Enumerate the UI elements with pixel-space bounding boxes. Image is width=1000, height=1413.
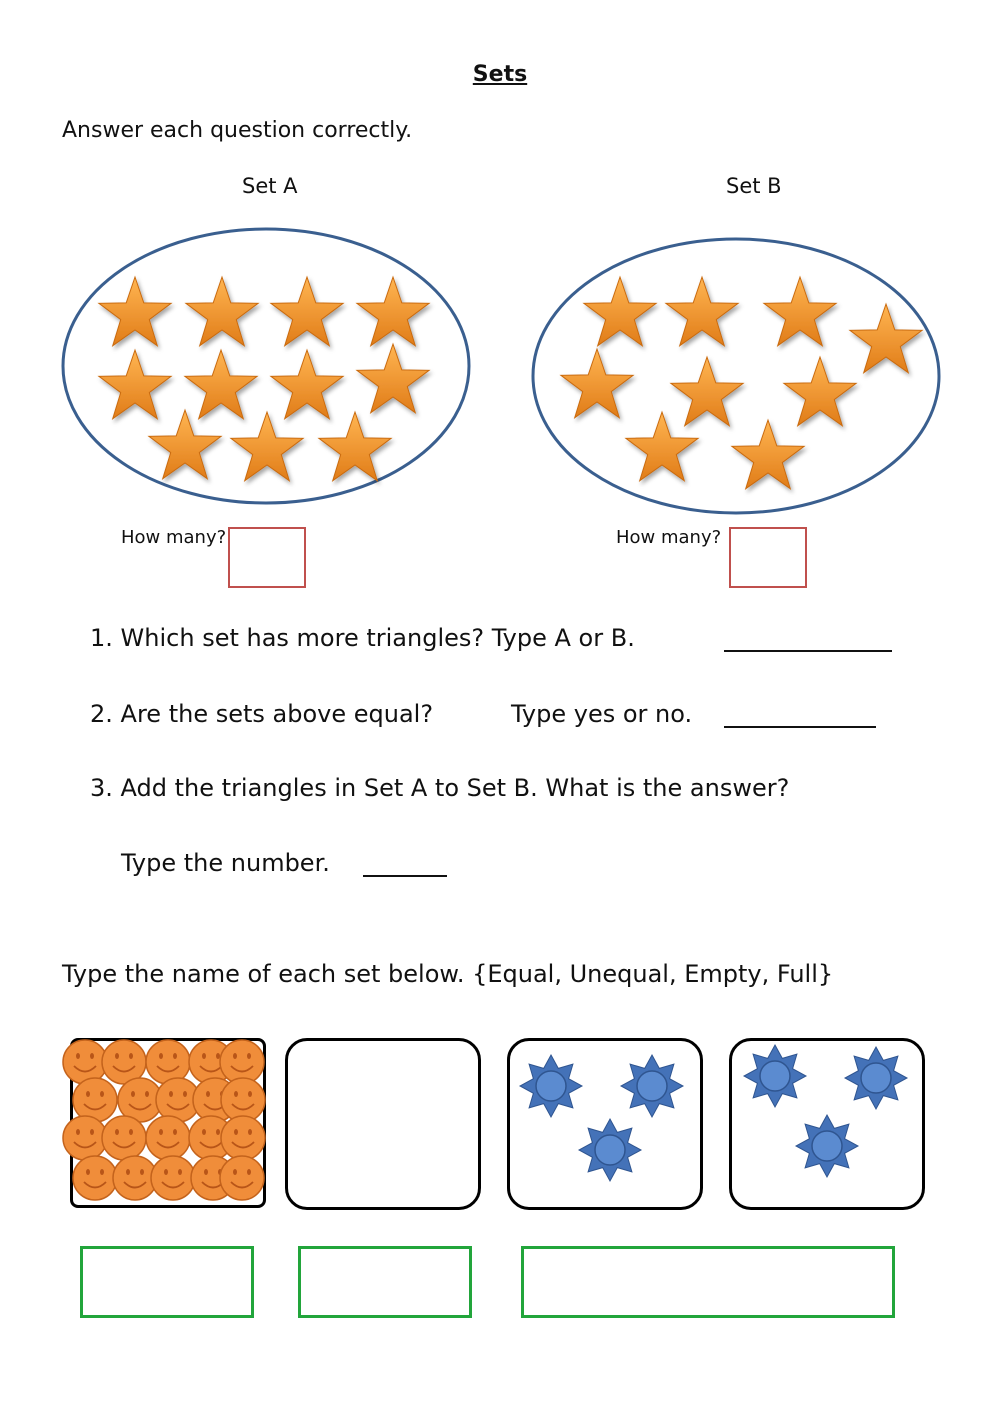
question-1-number: 1. [90,624,113,652]
question-3-answer-blank[interactable] [363,853,447,877]
sun-icon [520,1055,582,1117]
set-b-count-input[interactable] [729,527,807,588]
question-2-text: Are the sets above equal? [120,700,434,728]
question-3 [90,774,789,802]
instruction: Answer each question correctly. [62,118,413,143]
set-b-label: Set B [726,174,782,198]
question-3-text: Add the triangles in Set A to Set B. What is the answer? [120,774,790,802]
question-3-subtext: Type the number. [121,849,330,877]
sun-icon [744,1045,806,1107]
sun-sets-name-input[interactable] [521,1246,895,1318]
set-a-count-prompt: How many? [121,527,227,548]
full-set-name-input[interactable] [80,1246,254,1318]
set-a-label: Set A [242,174,298,198]
empty-set-name-input[interactable] [298,1246,472,1318]
sun-icon [621,1055,683,1117]
sun-items [0,1030,1000,1210]
sun-icon [579,1119,641,1181]
set-a-count-input[interactable] [228,527,306,588]
sun-icon [845,1047,907,1109]
sun-icon [796,1115,858,1177]
question-2-number: 2. [90,700,113,728]
question-1-text: Which set has more triangles? Type A or B. [120,624,635,652]
set-b-count-prompt: How many? [616,527,722,548]
question-1-answer-blank[interactable] [724,628,892,652]
question-2-answer-blank[interactable] [724,704,876,728]
question-2-hint: Type yes or no. [511,700,693,728]
sets-diagram [0,0,1000,520]
question-2 [90,700,433,728]
page-title: Sets [472,62,528,87]
question-1 [90,624,635,652]
question-3-number: 3. [90,774,113,802]
name-sets-instruction: Type the name of each set below. {Equal, Unequal, Empty, Full} [62,960,834,988]
